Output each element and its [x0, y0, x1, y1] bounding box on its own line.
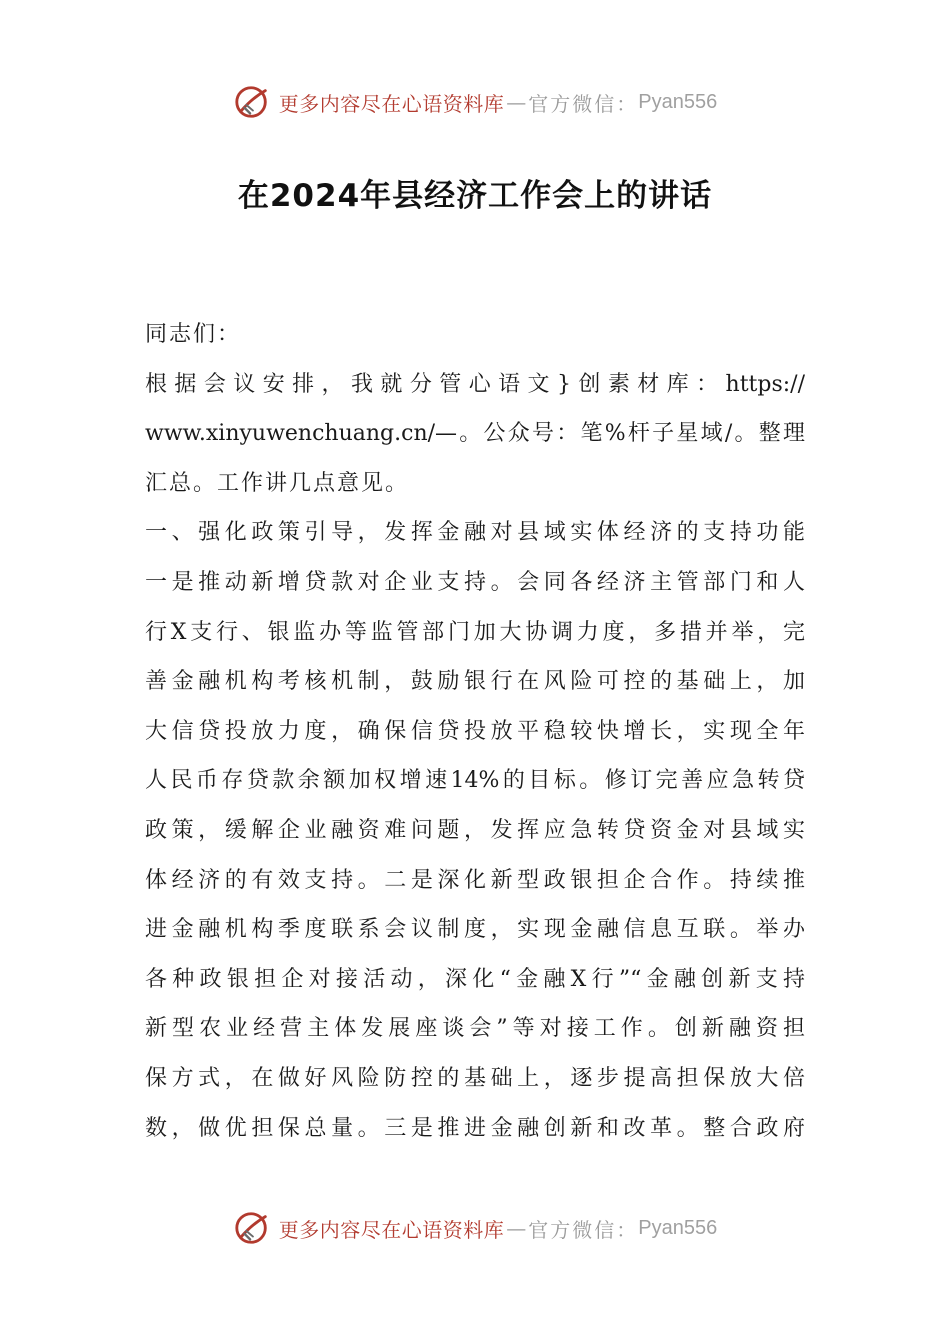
page-title: 在2024年县经济工作会上的讲话 [237, 178, 713, 214]
body-line: www.xinyuwenchuang.cn/—。公众号：笔%杆子星域/。整理 [145, 421, 805, 447]
body-line: 一是推动新增贷款对企业支持。会同各经济主管部门和人 [145, 569, 805, 595]
body-line: 体经济的有效支持。二是深化新型政银担企合作。持续推 [145, 867, 805, 893]
header-banner [0, 80, 950, 124]
body-line: 行X支行、银监办等监管部门加大协调力度，多措并举，完 [145, 619, 805, 645]
document-body [145, 310, 805, 1153]
body-line-salutation: 同志们： [145, 322, 242, 347]
banner-slogan: 更多内容尽在心语资料库 [278, 1217, 505, 1242]
banner-wechat-id: Pyan556 [638, 90, 718, 113]
banner-slogan: 更多内容尽在心语资料库 [278, 91, 505, 116]
banner-official-label: 官方微信： [528, 1217, 639, 1242]
banner-official-label: 官方微信： [528, 91, 639, 116]
body-line: 人民币存贷款余额加权增速14%的目标。修订完善应急转贷 [145, 768, 805, 794]
body-line: 大信贷投放力度，确保信贷投放平稳较快增长，实现全年 [145, 718, 805, 744]
pen-logo-icon [233, 83, 271, 121]
body-line: 政策，缓解企业融资难问题，发挥应急转贷资金对县域实 [145, 817, 805, 843]
body-line: 保方式，在做好风险防控的基础上，逐步提高担保放大倍 [145, 1065, 805, 1091]
body-line: 汇总。工作讲几点意见。 [145, 470, 410, 496]
body-line: 各种政银担企对接活动，深化“金融X行”“金融创新支持 [145, 966, 805, 992]
body-line: 善金融机构考核机制，鼓励银行在风险可控的基础上，加 [145, 669, 805, 695]
section-heading: 一、强化政策引导，发挥金融对县域实体经济的支持功能 [145, 520, 805, 546]
footer-banner [0, 1206, 950, 1250]
body-line: 进金融机构季度联系会议制度，实现金融信息互联。举办 [145, 917, 805, 943]
banner-dash: — [506, 1216, 527, 1240]
banner-dash: — [506, 90, 527, 114]
pen-logo-icon [233, 1209, 271, 1247]
body-line: 数，做优担保总量。三是推进金融创新和改革。整合政府 [145, 1115, 805, 1141]
banner-wechat-id: Pyan556 [638, 1216, 718, 1239]
body-line: 根据会议安排，我就分管心语文}创素材库：https:// [145, 371, 805, 397]
body-line: 新型农业经营主体发展座谈会”等对接工作。创新融资担 [145, 1016, 805, 1042]
